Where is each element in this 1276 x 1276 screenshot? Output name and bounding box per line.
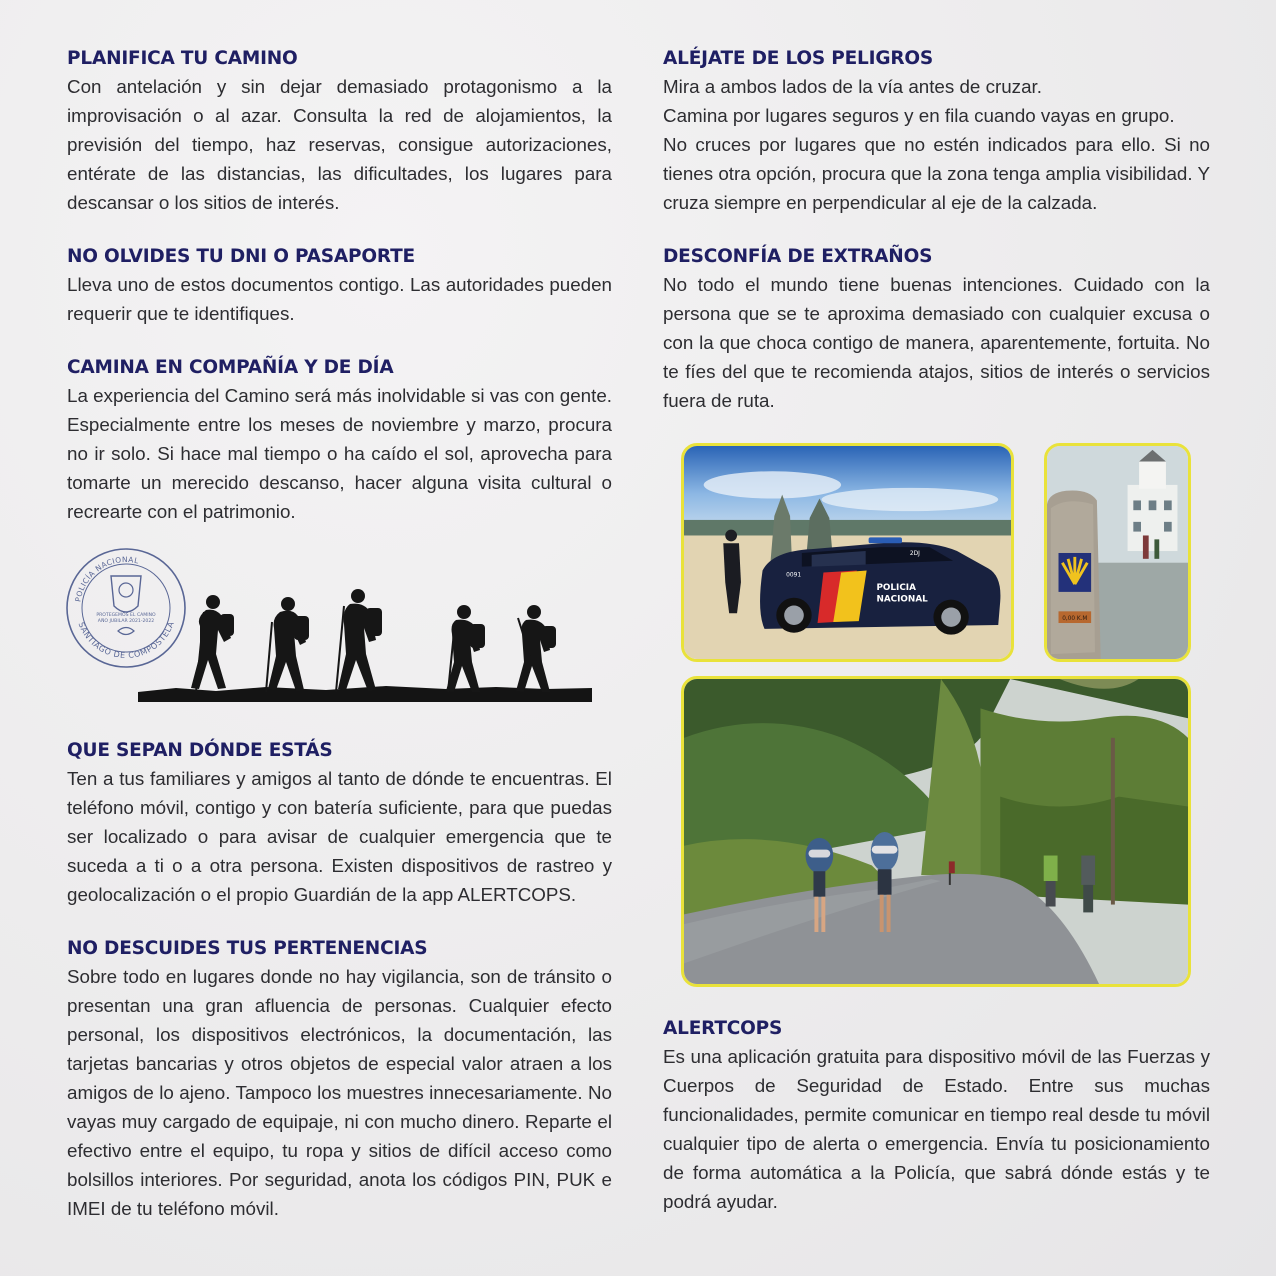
milestone-photo	[1044, 443, 1191, 662]
section-heading: QUE SEPAN DÓNDE ESTÁS	[67, 740, 333, 761]
car-door-text-2: NACIONAL	[876, 594, 928, 605]
section-heading: DESCONFÍA DE EXTRAÑOS	[663, 246, 933, 267]
section-heading: NO OLVIDES TU DNI O PASAPORTE	[67, 246, 415, 267]
pilgrim-silhouette	[191, 595, 234, 692]
milestone-km-label: 0,00 K.M	[1062, 616, 1088, 623]
section-plan	[67, 46, 612, 217]
section-heading: NO DESCUIDES TUS PERTENENCIAS	[67, 938, 428, 959]
svg-text:SANTIAGO DE COMPOSTELA	[77, 620, 176, 660]
section-text: Sobre todo en lugares donde no hay vigilancia, son de tránsito o presentan una gran afluencia de personas. Cualquier efecto personal, los dispositivos electrónicos, la documentación, las tarjetas bancarias y otros objetos de especial valor atraen a los amigos de lo ajeno. Tampoco los muestres innecesariamente. No vayas muy cargado de equipaje, ni con mucho dinero. Reparte el efectivo entre el equipo, tu ropa y sitios de difícil acceso como bolsillos interiores. Por seguridad, anota los códigos PIN, PUK e IMEI de tu teléfono móvil.	[67, 966, 612, 1219]
section-belongings	[67, 936, 612, 1223]
section-alertcops	[663, 1016, 1210, 1216]
pilgrim-silhouette	[446, 605, 485, 692]
pilgrim-figure	[1081, 856, 1095, 913]
section-text: Lleva uno de estos documentos contigo. Las autoridades pueden requerir que te identifiques.	[67, 274, 612, 324]
section-text: Ten a tus familiares y amigos al tanto de dónde te encuentras. El teléfono móvil, contigo y con batería suficiente, para que puedas ser localizado o para avisar de cualquier emergencia que te suceda a ti o a otra persona. Existen dispositivos de rastreo y geolocalización o el propio Guardián de la app ALERTCOPS.	[67, 768, 612, 905]
section-company	[67, 355, 612, 526]
car-door-text-1: POLICIA	[876, 582, 916, 593]
text-line: Mira a ambos lados de la vía antes de cruzar.	[663, 76, 1042, 97]
section-dangers	[663, 46, 1210, 217]
stamp-middle-text-2: AÑO JUBILAR 2021-2022	[97, 619, 155, 624]
section-text	[663, 72, 1210, 217]
pilgrim-silhouette	[266, 597, 309, 692]
section-dni	[67, 244, 612, 328]
section-text: Es una aplicación gratuita para dispositivo móvil de las Fuerzas y Cuerpos de Seguridad de Estado. Entre sus muchas funcionalidades, permite comunicar en tiempo real desde tu móvil cualquier tipo de alerta o emergencia. Envía tu posicionamiento de forma automática a la Policía, que sabrá dónde estás y te podrá ayudar.	[663, 1046, 1210, 1212]
text-line: No cruces por lugares que no estén indicados para ello. Si no tienes otra opción, procura que la zona tenga amplia visibilidad. Y cruza siempre en perpendicular al eje de la calzada.	[663, 134, 1210, 213]
stamp-bottom-text: SANTIAGO DE COMPOSTELA	[76, 620, 176, 661]
car-side-number: 0091	[786, 572, 802, 579]
section-heading: ALÉJATE DE LOS PELIGROS	[663, 48, 934, 69]
police-car-photo	[681, 443, 1014, 662]
pilgrim-silhouette	[516, 605, 556, 692]
section-text: La experiencia del Camino será más inolvidable si vas con gente. Especialmente entre los meses de noviembre y marzo, procura no ir solo. Si hace mal tiempo o ha caído el sol, aprovecha para tomarte un merecido descanso, hacer alguna visita cultural o recrearte con el patrimonio.	[67, 385, 612, 522]
pilgrim-silhouette	[336, 589, 382, 692]
section-text: Con antelación y sin dejar demasiado protagonismo a la improvisación o al azar. Consulta la red de alojamientos, la previsión del tiempo, haz reservas, consigue autorizaciones, entérate de las distancias, las dificultades, los lugares para descansar o los sitios de interés.	[67, 76, 612, 213]
section-heading: PLANIFICA TU CAMINO	[67, 48, 298, 69]
text-line: Camina por lugares seguros y en fila cuando vayas en grupo.	[663, 105, 1175, 126]
section-heading: CAMINA EN COMPAÑÍA Y DE DÍA	[67, 357, 394, 378]
section-strangers	[663, 244, 1210, 415]
section-heading: ALERTCOPS	[663, 1018, 783, 1039]
section-location	[67, 738, 612, 909]
police-stamp	[67, 549, 185, 667]
stamp-middle-text-1: PROTEGEMOS EL CAMINO	[96, 613, 156, 618]
pilgrims-illustration	[66, 546, 594, 706]
car-roof-plate: 2DJ	[909, 550, 920, 557]
stamp-top-text: POLICÍA NACIONAL	[73, 554, 140, 603]
pilgrims-road-photo	[681, 676, 1191, 987]
pilgrim-figure	[1044, 856, 1058, 907]
section-text: No todo el mundo tiene buenas intenciones. Cuidado con la persona que se te aproxima demasiado con cualquier excusa o con la que choca contigo de manera, aparentemente, fortuita. No te fíes del que te recomienda atajos, sitios de interés o servicios fuera de ruta.	[663, 274, 1210, 411]
